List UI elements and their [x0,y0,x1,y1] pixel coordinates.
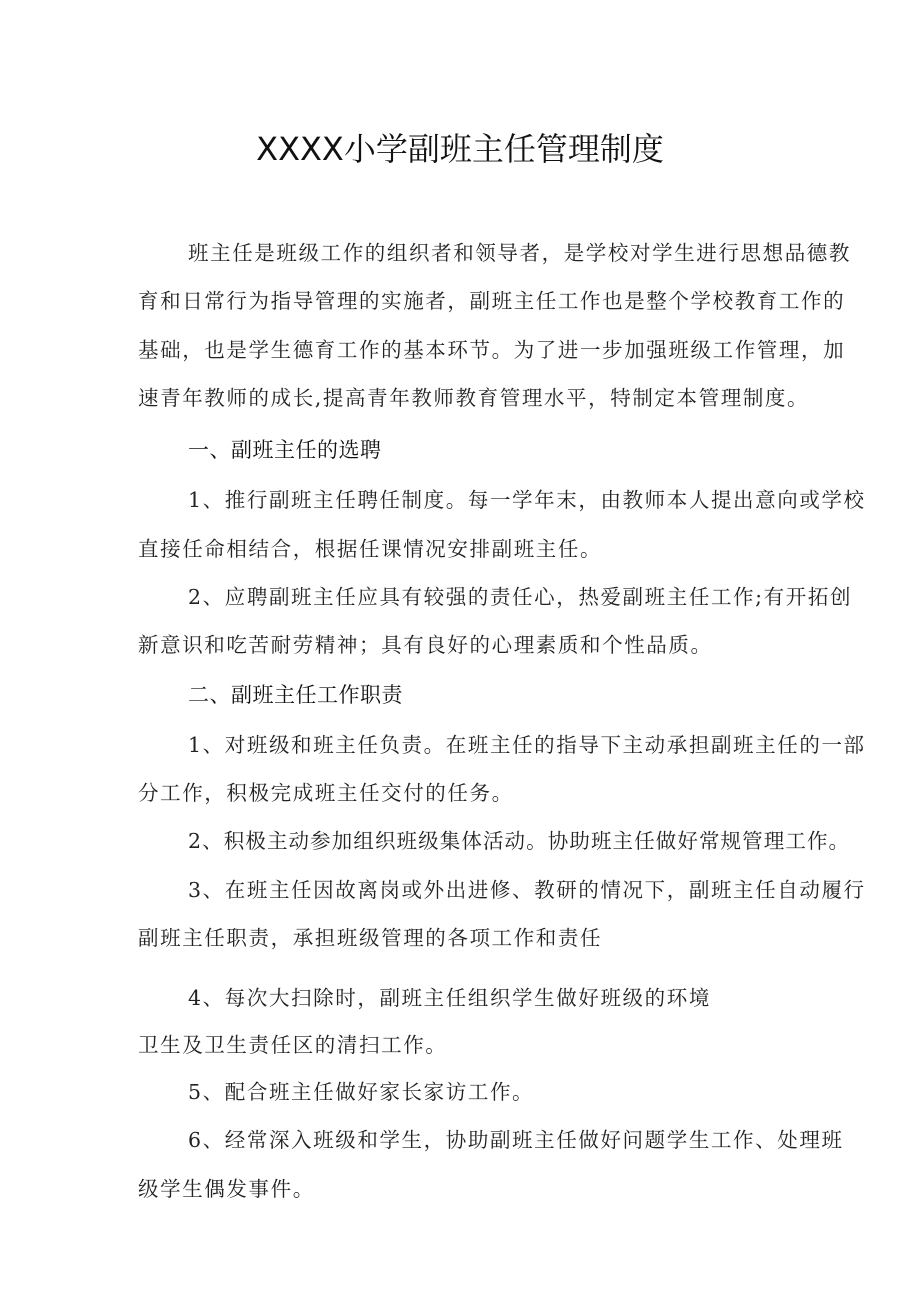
section2-item1-line1: 1、对班级和班主任负责。在班主任的指导下主动承担副班主任的一部 [188,733,866,757]
intro-line-2: 育和日常行为指导管理的实施者，副班主任工作也是整个学校教育工作的 [138,289,846,313]
section2-item6-line1: 6、经常深入班级和学生，协助副班主任做好问题学生工作、处理班 [188,1128,844,1152]
section2-item3-line1: 3、在班主任因故离岗或外出进修、教研的情况下，副班主任自动履行 [188,878,866,902]
section2-item2-line1: 2、积极主动参加组织班级集体活动。协助班主任做好常规管理工作。 [188,829,851,853]
section2-item5-line1: 5、配合班主任做好家长家访工作。 [188,1080,535,1104]
intro-line-4: 速青年教师的成长,提高青年教师教育管理水平，特制定本管理制度。 [138,386,810,410]
document-title: XXXX小学副班主任管理制度 [256,130,664,168]
section1-item1-line1: 1、推行副班主任聘任制度。每一学年末，由教师本人提出意向或学校 [188,488,866,512]
section-heading-1: 一、副班主任的选聘 [188,438,382,462]
section1-item2-line2: 新意识和吃苦耐劳精神；具有良好的心理素质和个性品质。 [138,633,713,657]
section2-item6-line2: 级学生偶发事件。 [138,1177,315,1201]
section2-item1-line2: 分工作，积极完成班主任交付的任务。 [138,781,514,805]
section1-item2-line1: 2、应聘副班主任应具有较强的责任心，热爱副班主任工作;有开拓创 [188,585,853,609]
section2-item4-line2: 卫生及卫生责任区的清扫工作。 [138,1033,448,1057]
section2-item4-line1: 4、每次大扫除时，副班主任组织学生做好班级的环境 [188,986,711,1010]
section1-item1-line2: 直接任命相结合，根据任课情况安排副班主任。 [138,537,603,561]
intro-line-3: 基础，也是学生德育工作的基本环节。为了进一步加强班级工作管理，加 [138,338,846,362]
section2-item3-line2: 副班主任职责，承担班级管理的各项工作和责任 [138,926,603,950]
section-heading-2: 二、副班主任工作职责 [188,683,403,707]
intro-line-1: 班主任是班级工作的组织者和领导者，是学校对学生进行思想品德教 [188,241,851,265]
